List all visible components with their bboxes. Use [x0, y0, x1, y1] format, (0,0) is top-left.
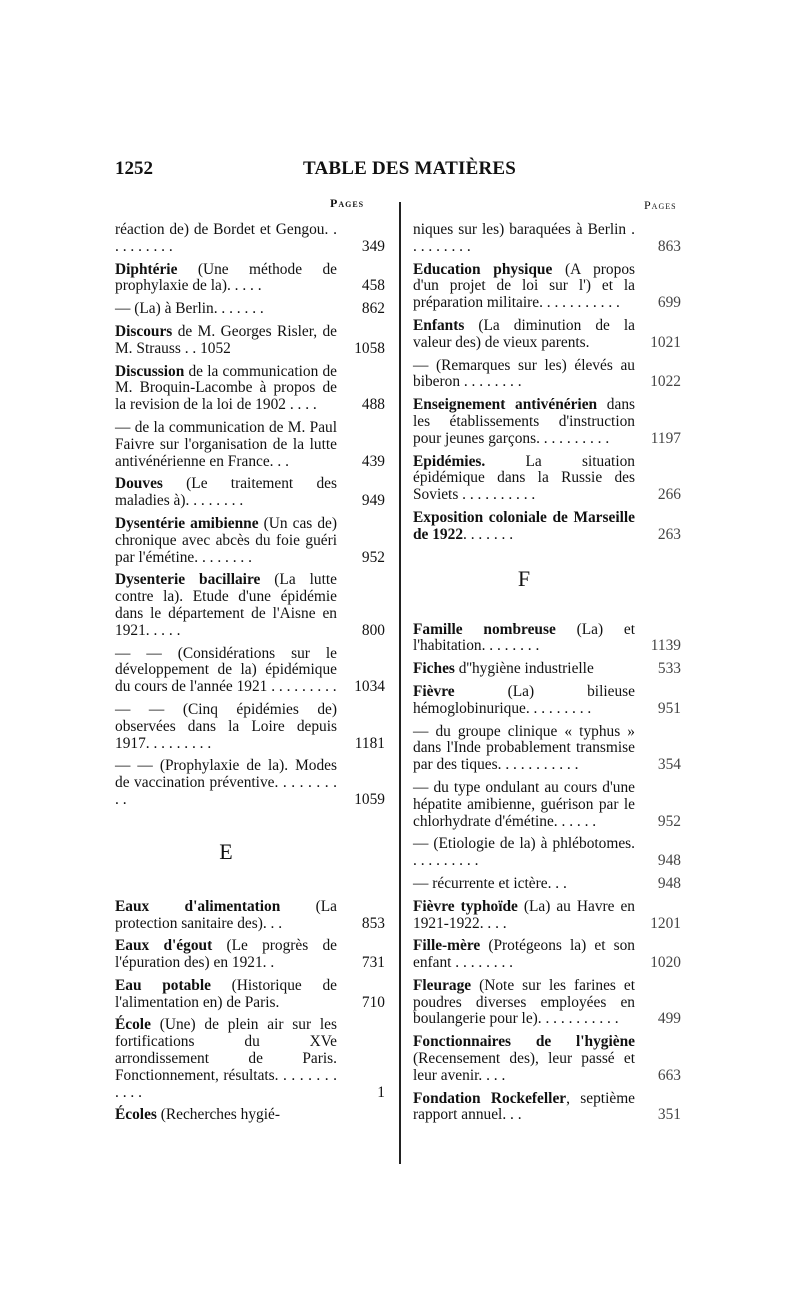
- section-letter-f: F: [517, 565, 531, 591]
- entry-description: (La lutte contre la). Etude d'une épidémie dans le département de l'Aisne en 1921. . . . .: [115, 571, 337, 639]
- index-entry: [115, 1107, 385, 1124]
- entry-page-number: 948: [657, 852, 681, 870]
- entry-description: — — (Considérations sur le développement de la) épidémique du cours de l'année 1921 . . . . . . . . .: [115, 644, 337, 696]
- entry-text: [115, 978, 337, 1012]
- index-entry: [115, 324, 385, 358]
- entry-page-number: 952: [657, 812, 681, 830]
- entry-description: d''hygiène industrielle: [454, 660, 594, 678]
- entry-description: (La protection sanitaire des). . .: [115, 897, 337, 932]
- entry-description: de M. Georges Risler, de M. Strauss . . 1052: [115, 322, 337, 357]
- entry-heading: Eau potable: [115, 976, 211, 994]
- entry-page-number: 1139: [650, 637, 681, 655]
- entry-page-number: 349: [361, 237, 385, 255]
- entry-description: (Recensement des), leur passé et leur avenir. . . .: [413, 1050, 635, 1084]
- entry-page-number: 800: [361, 621, 385, 639]
- entry-description: (Une méthode de prophylaxie de la). . . . .: [115, 260, 337, 295]
- index-entry: [115, 899, 385, 933]
- entry-heading: Fièvre: [413, 682, 455, 700]
- entry-description: dans les établissements d'instruction pour jeunes garçons. . . . . . . . . .: [413, 396, 636, 447]
- index-entry: [115, 476, 385, 510]
- entry-text: [413, 780, 635, 830]
- entry-description: — — (Prophylaxie de la). Modes de vaccination préventive. . . . . . . . . .: [115, 757, 337, 808]
- entry-description: . . . . . . .: [463, 525, 514, 543]
- entry-page-number: 1034: [354, 678, 385, 696]
- entry-text: [413, 724, 635, 774]
- entry-heading: Fondation Rockefeller: [413, 1089, 567, 1107]
- entry-text: [413, 622, 635, 656]
- entry-text: [413, 938, 635, 972]
- entry-text: [115, 1017, 337, 1101]
- entry-description: — récurrente et ictère. . .: [413, 874, 567, 892]
- entry-text: [413, 661, 635, 678]
- entry-page-number: 1022: [650, 373, 681, 391]
- entry-page-number: 499: [657, 1010, 681, 1028]
- index-entry: [413, 622, 681, 656]
- entry-page-number: 1: [377, 1083, 385, 1101]
- entry-description: (La diminution de la valeur des) de vieux parents.: [413, 316, 635, 351]
- entry-text: [115, 516, 337, 566]
- pages-column-label-left: Pages: [330, 196, 365, 210]
- pages-column-label-right: Pages: [644, 198, 677, 212]
- entry-heading: Famille nombreuse: [413, 620, 556, 638]
- index-entry: [115, 938, 385, 972]
- entry-page-number: 863: [657, 237, 681, 255]
- entry-text: [115, 324, 337, 358]
- index-entry: [413, 780, 681, 830]
- entry-page-number: 1197: [650, 429, 681, 447]
- entry-description: — du type ondulant au cours d'une hépatite amibienne, guérison par le chlorhydrate d'émétine. . . . . .: [413, 778, 635, 830]
- entry-page-number: 699: [657, 294, 681, 312]
- index-entries-e: [115, 899, 385, 1125]
- entry-page-number: 663: [657, 1066, 681, 1084]
- entry-text: [413, 222, 635, 256]
- section-letter-e: E: [219, 838, 233, 864]
- entry-text: [413, 318, 635, 352]
- index-entry: [115, 1017, 385, 1101]
- entry-text: [413, 510, 635, 544]
- entry-description: (A propos d'un projet de loi sur l') et la préparation militaire. . . . . . . . . . .: [413, 260, 636, 312]
- entry-page-number: 853: [361, 914, 385, 932]
- entry-description: (Un cas de) chronique avec abcès du foie guéri par l'émétine. . . . . . . .: [115, 514, 337, 566]
- entry-page-number: 710: [361, 993, 385, 1011]
- entry-page-number: 952: [361, 548, 385, 566]
- column-divider: [399, 202, 401, 1164]
- entry-description: (Note sur les farines et poudres diverses employées en boulangerie pour le). . . . . . . . . . .: [413, 976, 635, 1028]
- entry-description: — du groupe clinique « typhus » dans l'Inde probablement transmise par des tiques. . . . . . . . . . .: [413, 722, 635, 774]
- entry-description: (Historique de l'alimentation en) de Paris.: [115, 976, 337, 1011]
- entry-text: [115, 572, 337, 639]
- entry-heading: Dysentérie amibienne: [115, 514, 259, 532]
- entry-text: [115, 646, 337, 696]
- index-entry: [413, 318, 681, 352]
- page-title: TABLE DES MATIÈRES: [303, 158, 517, 179]
- index-entry: [413, 262, 681, 312]
- entry-description: (La) bilieuse hémoglobinurique. . . . . . . . .: [413, 682, 635, 717]
- entry-page-number: 951: [657, 699, 681, 717]
- entry-page-number: 1201: [650, 914, 681, 932]
- entry-text: [115, 938, 337, 972]
- entry-text: [413, 1034, 635, 1084]
- index-entry: [413, 510, 681, 544]
- index-entry: [115, 364, 385, 414]
- entry-text: [115, 758, 337, 808]
- entry-text: [413, 1091, 635, 1125]
- entry-heading: Discussion: [115, 362, 185, 380]
- entry-text: [115, 476, 337, 510]
- index-entry: [413, 397, 681, 447]
- entry-heading: Eaux d'alimentation: [115, 897, 281, 915]
- entry-page-number: 731: [361, 954, 385, 972]
- entry-page-number: 1058: [354, 339, 385, 357]
- index-entry: [413, 899, 681, 933]
- entry-heading: Enfants: [413, 316, 465, 334]
- entry-description: (Recherches hygié-: [156, 1106, 280, 1124]
- entry-page-number: 1021: [650, 333, 681, 351]
- index-entry: [413, 454, 681, 504]
- entry-text: [115, 1107, 337, 1124]
- entry-heading: Epidémies.: [413, 452, 486, 470]
- entry-text: [115, 262, 337, 296]
- entry-description: (La) au Havre en 1921-1922. . . .: [413, 897, 635, 932]
- entry-text: [413, 876, 635, 893]
- entry-description: — de la communication de M. Paul Faivre sur l'organisation de la lutte antivénérienne en France. . .: [115, 418, 337, 470]
- entry-heading: Fiches: [413, 660, 455, 678]
- index-entry: [413, 978, 681, 1028]
- entry-description: — (La) à Berlin. . . . . . .: [115, 300, 264, 318]
- entry-page-number: 266: [657, 486, 681, 504]
- entry-heading: Discours: [115, 322, 173, 340]
- index-entry: [115, 758, 385, 808]
- index-entry: [115, 702, 385, 752]
- page-number: 1252: [115, 158, 153, 179]
- index-entry: [115, 572, 385, 639]
- entry-description: (Protégeons la) et son enfant . . . . . . . .: [413, 937, 635, 972]
- entry-description: niques sur les) baraquées à Berlin . . . . . . . . .: [413, 221, 635, 255]
- entry-text: [115, 420, 337, 470]
- entry-text: [413, 899, 635, 933]
- entry-page-number: 862: [361, 300, 385, 318]
- index-entry: [413, 836, 681, 870]
- index-entry: [413, 724, 681, 774]
- entry-description: — — (Cinq épidémies de) observées dans la Loire depuis 1917. . . . . . . . .: [115, 700, 337, 752]
- index-entry: [115, 420, 385, 470]
- entry-text: [413, 397, 635, 447]
- entry-description: (Le traitement des maladies à). . . . . . . .: [115, 475, 337, 510]
- entry-heading: Fleurage: [413, 976, 472, 994]
- entry-page-number: 354: [657, 756, 681, 774]
- entry-text: [413, 836, 635, 870]
- index-entry: [413, 876, 681, 893]
- entry-description: réaction de) de Bordet et Gengou. . . . . . . . . .: [115, 221, 337, 255]
- entry-text: [413, 978, 635, 1028]
- entry-heading: Exposition coloniale de Marseille de 1922: [413, 508, 635, 543]
- entry-text: [115, 899, 337, 933]
- index-entry: [115, 516, 385, 566]
- entry-heading: Fièvre typhoïde: [413, 897, 518, 915]
- index-entries-d: [115, 222, 385, 809]
- entry-heading: Écoles: [115, 1106, 157, 1124]
- index-entry: [115, 301, 385, 318]
- index-entry: [413, 661, 681, 678]
- entry-text: [413, 262, 635, 312]
- entry-page-number: 948: [657, 874, 681, 892]
- entry-text: [115, 364, 337, 414]
- entry-description: La situation épidémique dans la Russie des Soviets . . . . . . . . . .: [413, 452, 635, 504]
- entry-heading: Diphtérie: [115, 260, 178, 278]
- entry-text: [115, 222, 337, 256]
- entry-page-number: 949: [361, 492, 385, 510]
- right-column: [413, 222, 681, 1130]
- entry-text: [413, 358, 635, 392]
- entry-page-number: 351: [657, 1106, 681, 1124]
- entry-description: (Le progrès de l'épuration des) en 1921. .: [115, 937, 337, 972]
- entry-heading: Eaux d'égout: [115, 937, 213, 955]
- entry-page-number: 458: [361, 277, 385, 295]
- entry-description: (Une) de plein air sur les fortifications du XVe arrondissement de Paris. Fonctionnement, résultats. . . . . . . . . . . .: [115, 1016, 337, 1101]
- index-entry: [413, 684, 681, 718]
- entry-description: de la communication de M. Broquin-Lacombe à propos de la revision de la loi de 1902 . . . .: [115, 362, 337, 414]
- entry-heading: Fonctionnaires de l'hygiène: [413, 1033, 635, 1051]
- entry-text: [413, 684, 635, 718]
- index-entry: [413, 358, 681, 392]
- entry-heading: Fille-mère: [413, 937, 481, 955]
- entry-heading: Education physique: [413, 260, 553, 278]
- index-entry: [115, 978, 385, 1012]
- entry-page-number: 1020: [650, 954, 681, 972]
- index-entry: [413, 1091, 681, 1125]
- index-entry: [115, 222, 385, 256]
- entry-text: [115, 702, 337, 752]
- entry-page-number: 1181: [354, 734, 385, 752]
- index-entries-e-cont: [413, 222, 681, 544]
- entry-description: (La) et l'habitation. . . . . . . .: [413, 620, 635, 655]
- entry-text: [115, 301, 337, 318]
- index-entries-f: [413, 622, 681, 1125]
- entry-page-number: 488: [361, 396, 385, 414]
- entry-page-number: 1059: [354, 790, 385, 808]
- index-entry: [413, 222, 681, 256]
- entry-heading: Dysenterie bacillaire: [115, 571, 261, 589]
- entry-page-number: 533: [657, 660, 681, 678]
- entry-heading: Douves: [115, 475, 163, 493]
- entry-heading: École: [115, 1016, 151, 1034]
- index-entry: [115, 262, 385, 296]
- index-entry: [413, 938, 681, 972]
- index-entry: [413, 1034, 681, 1084]
- entry-description: , septième rapport annuel. . .: [413, 1089, 635, 1124]
- entry-description: — (Etiologie de la) à phlébotomes. . . . . . . . . .: [413, 835, 635, 870]
- entry-heading: Enseignement antivénérien: [413, 396, 598, 414]
- entry-description: — (Remarques sur les) élevés au biberon . . . . . . . .: [413, 356, 635, 391]
- entry-text: [413, 454, 635, 504]
- index-entry: [115, 646, 385, 696]
- entry-page-number: 263: [657, 525, 681, 543]
- left-column: [115, 222, 385, 1130]
- entry-page-number: 439: [361, 452, 385, 470]
